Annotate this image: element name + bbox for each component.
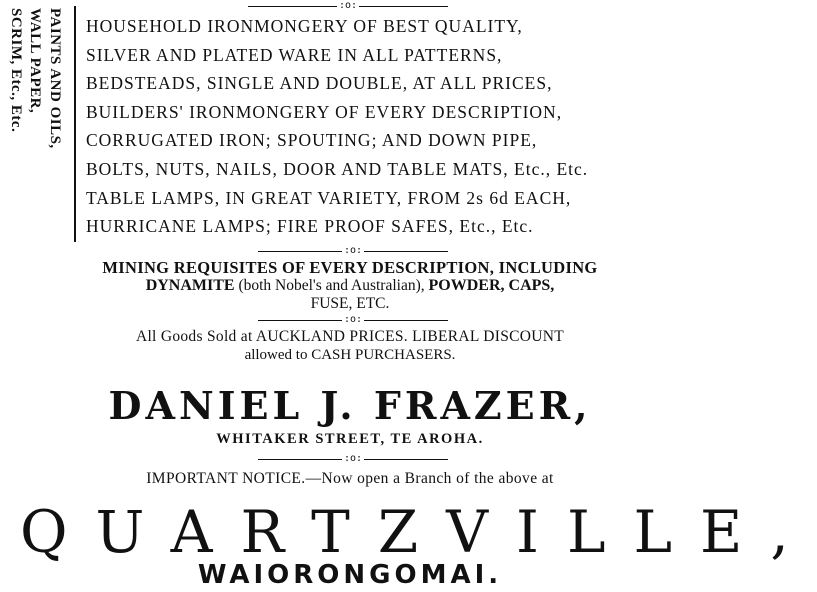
fuse-line: FUSE, ETC. [310, 295, 390, 312]
divider-notice: :o: [258, 453, 448, 465]
product-line: SILVER AND PLATED WARE IN ALL PATTERNS, [86, 44, 503, 65]
product-line: BUILDERS' IRONMONGERY OF EVERY DESCRIPTION, [86, 101, 563, 122]
product-line: HOUSEHOLD IRONMONGERY OF BEST QUALITY, [86, 16, 523, 36]
side-column-paints-oils: PAINTS AND OILS, [47, 8, 63, 149]
mining-subline [0, 277, 700, 295]
mining-heading: MINING REQUISITES OF EVERY DESCRIPTION, INCLUDING [102, 258, 598, 277]
important-notice: IMPORTANT NOTICE.—Now open a Branch of the above at [146, 470, 554, 487]
divider-top: :o: [248, 0, 448, 12]
product-line: BOLTS, NUTS, NAILS, DOOR AND TABLE MATS, Etc., Etc. [86, 158, 589, 179]
divider-mining: :o: [258, 245, 448, 257]
side-column-wall-paper: WALL PAPER, [27, 8, 43, 114]
prices-line: All Goods Sold at AUCKLAND PRICES. LIBERAL DISCOUNT [135, 328, 565, 345]
vertical-rule [74, 6, 76, 242]
product-list [86, 12, 696, 241]
product-line: BEDSTEADS, SINGLE AND DOUBLE, AT ALL PRICES, [86, 73, 553, 94]
dynamite-text: DYNAMITE [145, 277, 235, 294]
nobel-text: (both Nobel's and Australian), [234, 277, 429, 294]
divider-prices: :o: [258, 314, 448, 326]
product-line: HURRICANE LAMPS; FIRE PROOF SAFES, Etc., Etc. [86, 216, 534, 237]
branch-district: WAIORONGOMAI. [197, 560, 503, 590]
merchant-address: WHITAKER STREET, TE AROHA. [216, 431, 484, 447]
branch-town: QUARTZVILLE, [20, 498, 817, 566]
product-line: CORRUGATED IRON; SPOUTING; AND DOWN PIPE, [86, 130, 538, 151]
cash-purchasers-line: allowed to CASH PURCHASERS. [244, 347, 456, 363]
merchant-name: DANIEL J. FRAZER, [108, 383, 592, 428]
product-line: TABLE LAMPS, IN GREAT VARIETY, FROM 2s 6d EACH, [86, 187, 572, 208]
side-column-scrim: SCRIM, Etc., Etc. [8, 8, 24, 133]
powder-caps-text: POWDER, CAPS, [428, 277, 555, 294]
